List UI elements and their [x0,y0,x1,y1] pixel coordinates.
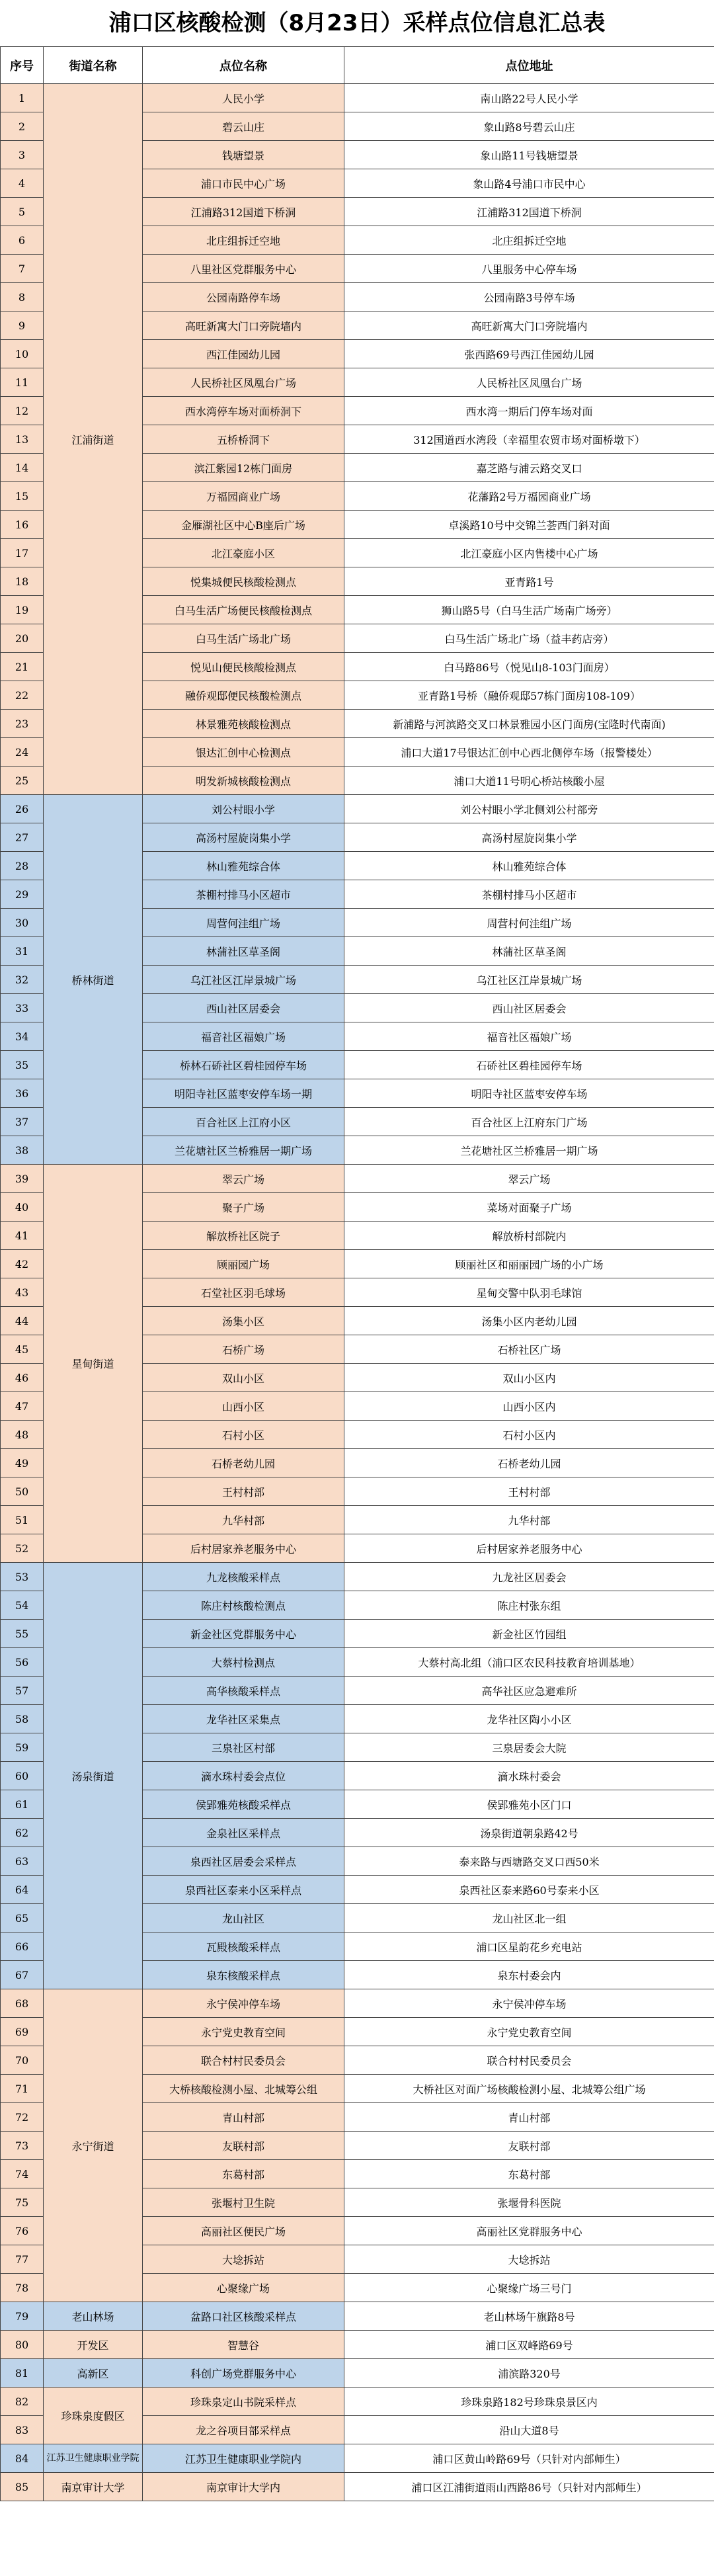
point-name-cell: 滨江紫园12栋门面房 [143,454,344,482]
street-cell: 珍珠泉度假区 [44,2388,143,2444]
serial-cell: 44 [1,1307,44,1335]
point-name-cell: 金泉社区采样点 [143,1819,344,1847]
point-address-cell: 西水湾一期后门停车场对面 [344,397,714,425]
point-name-cell: 人民小学 [143,84,344,112]
point-name-cell: 江苏卫生健康职业学院内 [143,2444,344,2473]
point-address-cell: 后村居家养老服务中心 [344,1534,714,1563]
point-name-cell: 高华核酸采样点 [143,1677,344,1705]
point-address-cell: 永宁侯冲停车场 [344,1989,714,2018]
sampling-points-table [0,46,714,2501]
point-name-cell: 银达汇创中心检测点 [143,738,344,767]
serial-cell: 40 [1,1193,44,1222]
point-address-cell: 公园南路3号停车场 [344,283,714,312]
point-name-cell: 东葛村部 [143,2160,344,2188]
point-name-cell: 泉西社区泰来小区采样点 [143,1876,344,1904]
point-address-cell: 龙山社区北一组 [344,1904,714,1932]
serial-cell: 4 [1,169,44,198]
serial-cell: 18 [1,567,44,596]
serial-cell: 55 [1,1620,44,1648]
point-name-cell: 浦口市民中心广场 [143,169,344,198]
point-address-cell: 北庄组拆迁空地 [344,226,714,255]
point-address-cell: 双山小区内 [344,1364,714,1392]
point-name-cell: 永宁党史教育空间 [143,2018,344,2046]
serial-cell: 51 [1,1506,44,1534]
point-address-cell: 象山路4号浦口市民中心 [344,169,714,198]
serial-cell: 83 [1,2416,44,2444]
point-name-cell: 乌江社区江岸景城广场 [143,966,344,994]
point-name-cell: 龙华社区采集点 [143,1705,344,1733]
point-name-cell: 友联村部 [143,2132,344,2160]
header-point: 点位名称 [143,47,344,84]
street-cell: 江苏卫生健康职业学院 [44,2444,143,2473]
point-address-cell: 福音社区福娘广场 [344,1022,714,1051]
serial-cell: 25 [1,767,44,795]
point-name-cell: 双山小区 [143,1364,344,1392]
point-name-cell: 泉西社区居委会采样点 [143,1847,344,1876]
point-name-cell: 西水湾停车场对面桥洞下 [143,397,344,425]
point-address-cell: 大埝拆站 [344,2245,714,2274]
point-address-cell: 侯郢雅苑小区门口 [344,1790,714,1819]
point-name-cell: 五桥桥洞下 [143,425,344,454]
point-name-cell: 张堰村卫生院 [143,2188,344,2217]
table-row [1,2359,714,2388]
point-address-cell: 泉东村委会内 [344,1961,714,1989]
point-address-cell: 星甸交警中队羽毛球馆 [344,1278,714,1307]
serial-cell: 64 [1,1876,44,1904]
header-street: 街道名称 [44,47,143,84]
point-address-cell: 翠云广场 [344,1165,714,1193]
serial-cell: 61 [1,1790,44,1819]
point-address-cell: 石村小区内 [344,1421,714,1449]
point-address-cell: 新金社区竹园组 [344,1620,714,1648]
serial-cell: 56 [1,1648,44,1677]
point-address-cell: 沿山大道8号 [344,2416,714,2444]
point-name-cell: 桥林石硚社区碧桂园停车场 [143,1051,344,1079]
point-address-cell: 八里服务中心停车场 [344,255,714,283]
serial-cell: 69 [1,2018,44,2046]
point-address-cell: 王村村部 [344,1477,714,1506]
point-name-cell: 侯郢雅苑核酸采样点 [143,1790,344,1819]
street-cell: 汤泉街道 [44,1563,143,1989]
serial-cell: 59 [1,1733,44,1762]
header-address: 点位地址 [344,47,714,84]
point-address-cell: 兰花塘社区兰桥雅居一期广场 [344,1136,714,1165]
point-name-cell: 翠云广场 [143,1165,344,1193]
point-name-cell: 新金社区党群服务中心 [143,1620,344,1648]
point-name-cell: 盆路口社区核酸采样点 [143,2302,344,2331]
point-name-cell: 心聚缘广场 [143,2274,344,2302]
point-address-cell: 联合村村民委员会 [344,2046,714,2075]
serial-cell: 78 [1,2274,44,2302]
point-address-cell: 张西路69号西江佳园幼儿园 [344,340,714,368]
point-name-cell: 南京审计大学内 [143,2473,344,2501]
serial-cell: 42 [1,1250,44,1278]
serial-cell: 74 [1,2160,44,2188]
serial-cell: 35 [1,1051,44,1079]
serial-cell: 7 [1,255,44,283]
point-name-cell: 百合社区上江府小区 [143,1108,344,1136]
point-address-cell: 泰来路与西塘路交叉口西50米 [344,1847,714,1876]
point-name-cell: 高丽社区便民广场 [143,2217,344,2245]
serial-cell: 27 [1,823,44,852]
point-address-cell: 白马路86号（悦见山8-103门面房） [344,653,714,681]
serial-cell: 80 [1,2331,44,2359]
point-address-cell: 百合社区上江府东门广场 [344,1108,714,1136]
point-name-cell: 九龙核酸采样点 [143,1563,344,1591]
point-name-cell: 西江佳园幼儿园 [143,340,344,368]
point-name-cell: 泉东核酸采样点 [143,1961,344,1989]
table-row [1,1563,714,1591]
point-address-cell: 浦口大道11号明心桥站核酸小屋 [344,767,714,795]
table-row [1,2444,714,2473]
point-name-cell: 汤集小区 [143,1307,344,1335]
point-address-cell: 大蔡村高北组（浦口区农民科技教育培训基地） [344,1648,714,1677]
point-address-cell: 青山村部 [344,2103,714,2132]
table-row [1,2473,714,2501]
point-name-cell: 高旺新寓大门口旁院墙内 [143,312,344,340]
table-header-row [1,47,714,84]
point-address-cell: 刘公村眼小学北侧刘公村部旁 [344,795,714,823]
serial-cell: 52 [1,1534,44,1563]
point-address-cell: 石硚社区碧桂园停车场 [344,1051,714,1079]
serial-cell: 30 [1,909,44,937]
serial-cell: 60 [1,1762,44,1790]
table-body [1,84,714,2501]
point-name-cell: 大埝拆站 [143,2245,344,2274]
point-name-cell: 石桥广场 [143,1335,344,1364]
serial-cell: 10 [1,340,44,368]
serial-cell: 65 [1,1904,44,1932]
point-address-cell: 白马生活广场北广场（益丰药店旁） [344,624,714,653]
table-row [1,2331,714,2359]
point-address-cell: 新浦路与河滨路交叉口林景雅园小区门面房(宝隆时代南面) [344,710,714,738]
serial-cell: 62 [1,1819,44,1847]
table-row [1,84,714,112]
point-name-cell: 林蒲社区草圣阁 [143,937,344,966]
point-name-cell: 陈庄村核酸检测点 [143,1591,344,1620]
serial-cell: 31 [1,937,44,966]
point-address-cell: 泉西社区泰来路60号泰来小区 [344,1876,714,1904]
serial-cell: 48 [1,1421,44,1449]
serial-cell: 2 [1,112,44,141]
point-name-cell: 白马生活广场北广场 [143,624,344,653]
serial-cell: 53 [1,1563,44,1591]
street-cell: 江浦街道 [44,84,143,795]
point-name-cell: 钱塘望景 [143,141,344,169]
serial-cell: 17 [1,539,44,567]
point-name-cell: 林山雅苑综合体 [143,852,344,880]
point-address-cell: 浦口区双峰路69号 [344,2331,714,2359]
point-address-cell: 西山社区居委会 [344,994,714,1022]
serial-cell: 50 [1,1477,44,1506]
point-name-cell: 北庄组拆迁空地 [143,226,344,255]
point-address-cell: 茶棚村排马小区超市 [344,880,714,909]
street-cell: 桥林街道 [44,795,143,1165]
table-row [1,2302,714,2331]
point-address-cell: 乌江社区江岸景城广场 [344,966,714,994]
serial-cell: 22 [1,681,44,710]
serial-cell: 15 [1,482,44,511]
point-address-cell: 浦口区黄山岭路69号（只针对内部师生） [344,2444,714,2473]
street-cell: 南京审计大学 [44,2473,143,2501]
point-address-cell: 狮山路5号（白马生活广场南广场旁） [344,596,714,624]
point-address-cell: 高汤村屋旋岗集小学 [344,823,714,852]
point-name-cell: 北江豪庭小区 [143,539,344,567]
point-address-cell: 心聚缘广场三号门 [344,2274,714,2302]
point-name-cell: 龙山社区 [143,1904,344,1932]
street-cell: 老山林场 [44,2302,143,2331]
serial-cell: 54 [1,1591,44,1620]
point-name-cell: 顾丽园广场 [143,1250,344,1278]
point-name-cell: 智慧谷 [143,2331,344,2359]
point-name-cell: 解放桥社区院子 [143,1222,344,1250]
point-name-cell: 王村村部 [143,1477,344,1506]
point-address-cell: 张堰骨科医院 [344,2188,714,2217]
serial-cell: 68 [1,1989,44,2018]
point-name-cell: 科创广场党群服务中心 [143,2359,344,2388]
point-name-cell: 石村小区 [143,1421,344,1449]
point-address-cell: 浦滨路320号 [344,2359,714,2388]
street-cell: 星甸街道 [44,1165,143,1563]
point-address-cell: 三泉居委会大院 [344,1733,714,1762]
point-name-cell: 石桥老幼儿园 [143,1449,344,1477]
serial-cell: 73 [1,2132,44,2160]
serial-cell: 71 [1,2075,44,2103]
point-name-cell: 兰花塘社区兰桥雅居一期广场 [143,1136,344,1165]
serial-cell: 77 [1,2245,44,2274]
serial-cell: 39 [1,1165,44,1193]
point-name-cell: 刘公村眼小学 [143,795,344,823]
point-name-cell: 龙之谷项目部采样点 [143,2416,344,2444]
page-title: 浦口区核酸检测（8月23日）采样点位信息汇总表 [108,10,606,36]
point-name-cell: 茶棚村排马小区超市 [143,880,344,909]
serial-cell: 32 [1,966,44,994]
table-row [1,1165,714,1193]
serial-cell: 21 [1,653,44,681]
table-row [1,795,714,823]
point-address-cell: 林山雅苑综合体 [344,852,714,880]
point-name-cell: 白马生活广场便民核酸检测点 [143,596,344,624]
serial-cell: 58 [1,1705,44,1733]
serial-cell: 63 [1,1847,44,1876]
point-address-cell: 汤泉街道朝泉路42号 [344,1819,714,1847]
serial-cell: 3 [1,141,44,169]
point-address-cell: 花藩路2号万福园商业广场 [344,482,714,511]
point-name-cell: 九华村部 [143,1506,344,1534]
point-name-cell: 碧云山庄 [143,112,344,141]
point-address-cell: 人民桥社区凤凰台广场 [344,368,714,397]
point-name-cell: 大蔡村检测点 [143,1648,344,1677]
serial-cell: 75 [1,2188,44,2217]
serial-cell: 1 [1,84,44,112]
point-name-cell: 金雁湖社区中心B座后广场 [143,511,344,539]
point-address-cell: 高华社区应急避难所 [344,1677,714,1705]
point-address-cell: 亚青路1号 [344,567,714,596]
serial-cell: 82 [1,2388,44,2416]
serial-cell: 41 [1,1222,44,1250]
serial-cell: 23 [1,710,44,738]
serial-cell: 34 [1,1022,44,1051]
point-name-cell: 三泉社区村部 [143,1733,344,1762]
point-name-cell: 周营何洼组广场 [143,909,344,937]
serial-cell: 49 [1,1449,44,1477]
serial-cell: 29 [1,880,44,909]
point-name-cell: 山西小区 [143,1392,344,1421]
point-name-cell: 联合村村民委员会 [143,2046,344,2075]
point-name-cell: 林景雅苑核酸检测点 [143,710,344,738]
point-address-cell: 石桥老幼儿园 [344,1449,714,1477]
point-address-cell: 陈庄村张东组 [344,1591,714,1620]
point-name-cell: 高汤村屋旋岗集小学 [143,823,344,852]
serial-cell: 6 [1,226,44,255]
point-address-cell: 大桥社区对面广场核酸检测小屋、北城筹公组广场 [344,2075,714,2103]
point-address-cell: 北江豪庭小区内售楼中心广场 [344,539,714,567]
point-address-cell: 嘉芝路与浦云路交叉口 [344,454,714,482]
serial-cell: 24 [1,738,44,767]
point-address-cell: 石桥社区广场 [344,1335,714,1364]
point-address-cell: 明阳寺社区蓝枣安停车场 [344,1079,714,1108]
point-address-cell: 浦口大道17号银达汇创中心西北侧停车场（报警楼处） [344,738,714,767]
serial-cell: 20 [1,624,44,653]
point-address-cell: 周营村何洼组广场 [344,909,714,937]
serial-cell: 43 [1,1278,44,1307]
serial-cell: 67 [1,1961,44,1989]
point-address-cell: 珍珠泉路182号珍珠泉景区内 [344,2388,714,2416]
serial-cell: 8 [1,283,44,312]
point-name-cell: 悦集城便民核酸检测点 [143,567,344,596]
serial-cell: 14 [1,454,44,482]
point-address-cell: 南山路22号人民小学 [344,84,714,112]
point-address-cell: 林蒲社区草圣阁 [344,937,714,966]
street-cell: 永宁街道 [44,1989,143,2302]
serial-cell: 76 [1,2217,44,2245]
point-name-cell: 聚子广场 [143,1193,344,1222]
point-address-cell: 亚青路1号桥（融侨观邸57栋门面房108-109） [344,681,714,710]
point-name-cell: 融侨观邸便民核酸检测点 [143,681,344,710]
point-address-cell: 象山路8号碧云山庄 [344,112,714,141]
serial-cell: 47 [1,1392,44,1421]
point-address-cell: 九华村部 [344,1506,714,1534]
serial-cell: 26 [1,795,44,823]
point-address-cell: 高旺新寓大门口旁院墙内 [344,312,714,340]
point-address-cell: 江浦路312国道下桥洞 [344,198,714,226]
point-name-cell: 石堂社区羽毛球场 [143,1278,344,1307]
point-address-cell: 卓溪路10号中交锦兰荟西门斜对面 [344,511,714,539]
point-name-cell: 大桥核酸检测小屋、北城筹公组 [143,2075,344,2103]
point-address-cell: 九龙社区居委会 [344,1563,714,1591]
serial-cell: 16 [1,511,44,539]
point-address-cell: 东葛村部 [344,2160,714,2188]
serial-cell: 46 [1,1364,44,1392]
point-name-cell: 八里社区党群服务中心 [143,255,344,283]
serial-cell: 11 [1,368,44,397]
serial-cell: 37 [1,1108,44,1136]
point-name-cell: 珍珠泉定山书院采样点 [143,2388,344,2416]
serial-cell: 81 [1,2359,44,2388]
point-address-cell: 友联村部 [344,2132,714,2160]
serial-cell: 36 [1,1079,44,1108]
table-row [1,1989,714,2018]
point-name-cell: 江浦路312国道下桥洞 [143,198,344,226]
point-name-cell: 青山村部 [143,2103,344,2132]
point-address-cell: 顾丽社区和丽丽园广场的小广场 [344,1250,714,1278]
point-address-cell: 312国道西水湾段（幸福里农贸市场对面桥墩下） [344,425,714,454]
point-address-cell: 高丽社区党群服务中心 [344,2217,714,2245]
serial-cell: 79 [1,2302,44,2331]
point-address-cell: 山西小区内 [344,1392,714,1421]
serial-cell: 70 [1,2046,44,2075]
table-row [1,2388,714,2416]
point-address-cell: 象山路11号钱塘望景 [344,141,714,169]
street-cell: 开发区 [44,2331,143,2359]
serial-cell: 28 [1,852,44,880]
point-address-cell: 老山林场午旗路8号 [344,2302,714,2331]
point-name-cell: 人民桥社区凤凰台广场 [143,368,344,397]
serial-cell: 38 [1,1136,44,1165]
point-name-cell: 明阳寺社区蓝枣安停车场一期 [143,1079,344,1108]
serial-cell: 5 [1,198,44,226]
serial-cell: 19 [1,596,44,624]
serial-cell: 85 [1,2473,44,2501]
point-address-cell: 永宁党史教育空间 [344,2018,714,2046]
serial-cell: 57 [1,1677,44,1705]
point-name-cell: 永宁侯冲停车场 [143,1989,344,2018]
serial-cell: 84 [1,2444,44,2473]
serial-cell: 13 [1,425,44,454]
serial-cell: 9 [1,312,44,340]
point-address-cell: 菜场对面聚子广场 [344,1193,714,1222]
point-address-cell: 解放桥村部院内 [344,1222,714,1250]
point-address-cell: 滴水珠村委会 [344,1762,714,1790]
serial-cell: 66 [1,1932,44,1961]
serial-cell: 72 [1,2103,44,2132]
point-name-cell: 悦见山便民核酸检测点 [143,653,344,681]
point-name-cell: 滴水珠村委会点位 [143,1762,344,1790]
point-name-cell: 瓦殿核酸采样点 [143,1932,344,1961]
header-serial: 序号 [1,47,44,84]
point-name-cell: 万福园商业广场 [143,482,344,511]
point-address-cell: 浦口区江浦街道雨山西路86号（只针对内部师生） [344,2473,714,2501]
serial-cell: 33 [1,994,44,1022]
serial-cell: 12 [1,397,44,425]
point-name-cell: 明发新城核酸检测点 [143,767,344,795]
point-name-cell: 西山社区居委会 [143,994,344,1022]
serial-cell: 45 [1,1335,44,1364]
point-address-cell: 龙华社区陶小小区 [344,1705,714,1733]
point-address-cell: 浦口区星韵花乡充电站 [344,1932,714,1961]
point-name-cell: 后村居家养老服务中心 [143,1534,344,1563]
street-cell: 高新区 [44,2359,143,2388]
point-address-cell: 汤集小区内老幼儿园 [344,1307,714,1335]
point-name-cell: 福音社区福娘广场 [143,1022,344,1051]
point-name-cell: 公园南路停车场 [143,283,344,312]
